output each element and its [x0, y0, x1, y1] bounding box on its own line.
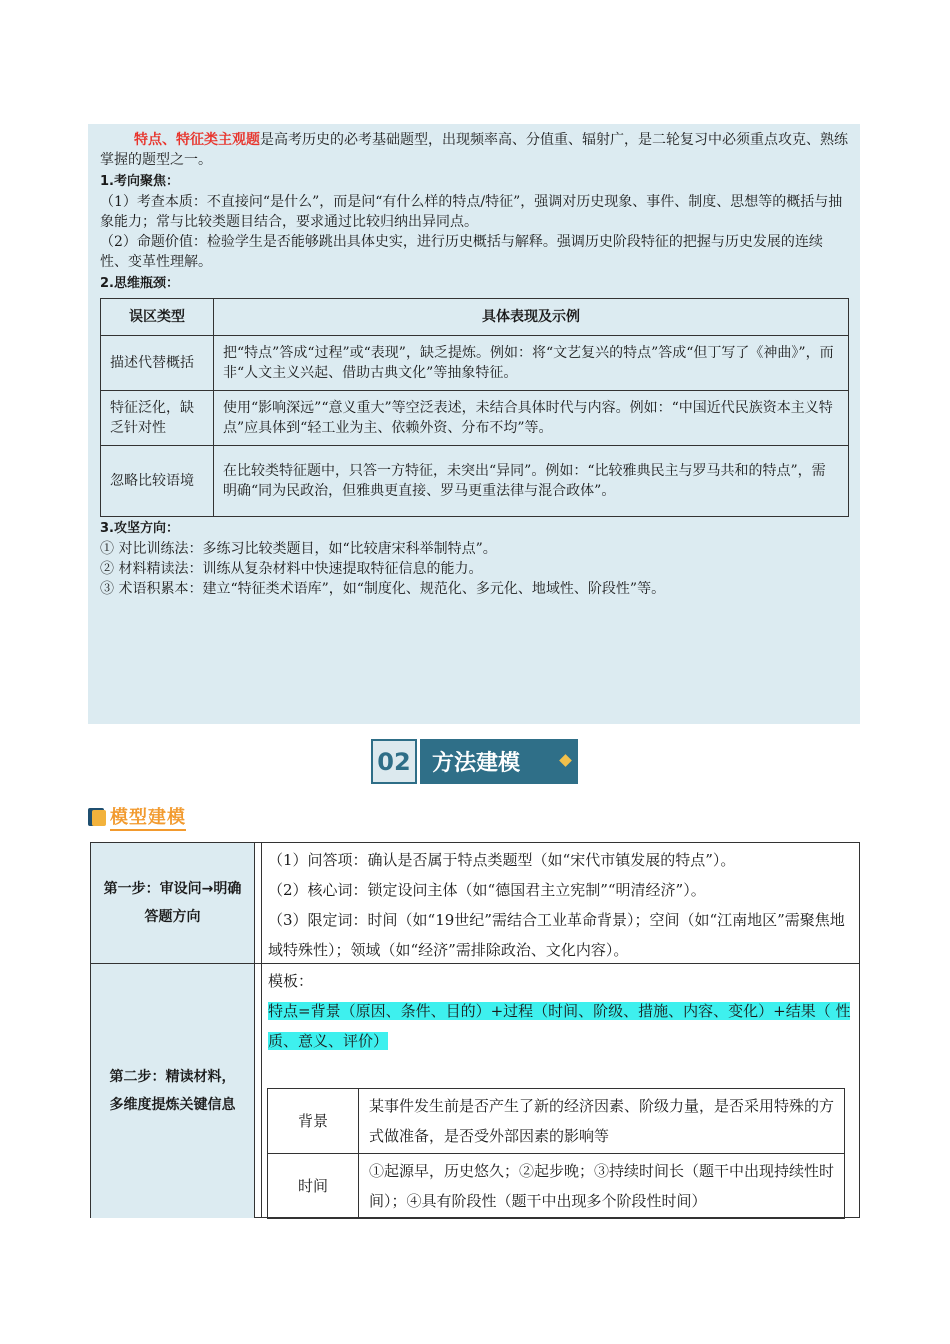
model-table	[90, 842, 860, 1218]
table-cell-type: 描述代替概括	[101, 336, 214, 391]
step1-line-3: （3）限定词：时间（如“19世纪”需结合工业革命背景）；空间（如“江南地区”需聚焦地域特殊性）；领域（如“经济”需排除政治、文化内容）。	[268, 911, 845, 959]
focus-item-1: （1）考查本质：不直接问“是什么”，而是问“有什么样的特点/特征”，强调对历史现象、事件、制度、思想等的概括与抽象能力；常与比较类题目结合，要求通过比较归纳出异同点。	[100, 194, 843, 230]
element-key: 背景	[268, 1089, 359, 1154]
element-value: ①起源早，历史悠久；②起步晚；③持续时间长（题干中出现持续性时间）；④具有阶段性（题干中出现多个阶段性时间）	[359, 1154, 845, 1219]
book-icon	[88, 806, 108, 828]
table-row	[268, 1154, 845, 1219]
element-value: 某事件发生前是否产生了新的经济因素、阶级力量，是否采用特殊的方式做准备，是否受外部因素的影响等	[359, 1089, 845, 1154]
table-cell-type: 特征泛化，缺乏针对性	[101, 391, 214, 446]
step1-content	[261, 843, 859, 963]
element-table	[267, 1088, 845, 1219]
table-header-type: 误区类型	[101, 299, 214, 336]
table-header-detail: 具体表现及示例	[214, 299, 849, 336]
section-number: 02	[371, 739, 417, 784]
focus-title: 1.考向聚焦：	[100, 174, 179, 189]
element-key: 时间	[268, 1154, 359, 1219]
table-row	[101, 391, 849, 446]
step1-row	[91, 843, 859, 964]
bottleneck-title: 2.思维瓶颈：	[100, 276, 179, 291]
intro-box	[88, 124, 860, 724]
step1-line-1: （1）问答项：确认是否属于特点类题型（如“宋代市镇发展的特点”）。	[268, 851, 736, 869]
table-cell-detail: 把“特点”答成“过程”或“表现”，缺乏提炼。例如：将“文艺复兴的特点”答成“但丁写了《神曲》”，而非“人文主义兴起、借助古典文化”等抽象特征。	[214, 336, 849, 391]
model-title: 模型建模	[110, 803, 186, 831]
section-banner	[371, 739, 578, 784]
section-title	[420, 739, 578, 784]
model-heading	[88, 803, 186, 831]
attack-item-3: ③ 术语积累本：建立“特征类术语库”，如“制度化、规范化、多元化、地域性、阶段性”等。	[100, 581, 666, 597]
table-row	[101, 336, 849, 391]
table-row	[101, 446, 849, 517]
attack-title: 3.攻坚方向：	[100, 521, 179, 536]
intro-lead	[100, 130, 848, 170]
step2-row	[91, 964, 859, 1218]
step1-label: 第一步：审设问→明确答题方向	[91, 843, 255, 963]
focus-item-2: （2）命题价值：检验学生是否能够跳出具体史实，进行历史概括与解释。强调历史阶段特征的把握与历史发展的连续性、变革性理解。	[100, 234, 823, 270]
template-formula: 特点=背景（原因、条件、目的）+过程（时间、阶级、措施、内容、变化）+结果（ 性质、意义、评价）	[268, 1002, 851, 1050]
section-title-text: 方法建模	[432, 751, 521, 776]
attack-item-2: ② 材料精读法：训练从复杂材料中快速提取特征信息的能力。	[100, 561, 483, 577]
table-cell-type: 忽略比较语境	[101, 446, 214, 517]
table-row	[268, 1089, 845, 1154]
bottleneck-table	[100, 298, 849, 517]
intro-lead-text: 是高考历史的必考基础题型，出现频率高、分值重、辐射广，是二轮复习中必须重点攻克、熟练掌握的题型之一。	[100, 132, 848, 168]
table-cell-detail: 在比较类特征题中，只答一方特征，未突出“异同”。例如：“比较雅典民主与罗马共和的特点”，需明确“同为民政治，但雅典更直接、罗马更重法律与混合政体”。	[214, 446, 849, 517]
table-cell-detail: 使用“影响深远”“意义重大”等空泛表述，未结合具体时代与内容。例如：“中国近代民族资本主义特点”应具体到“轻工业为主、依赖外资、分布不均”等。	[214, 391, 849, 446]
template-label: 模板：	[268, 972, 314, 990]
step2-label: 第二步：精读材料，多维度提炼关键信息	[91, 964, 255, 1218]
step1-line-2: （2）核心词：锁定设问主体（如“德国君主立宪制”“明清经济”）。	[268, 881, 706, 899]
intro-lead-highlight: 特点、特征类主观题	[134, 132, 260, 148]
diamond-icon	[559, 754, 572, 767]
attack-item-1: ① 对比训练法：多练习比较类题目，如“比较唐宋科举制特点”。	[100, 541, 497, 557]
